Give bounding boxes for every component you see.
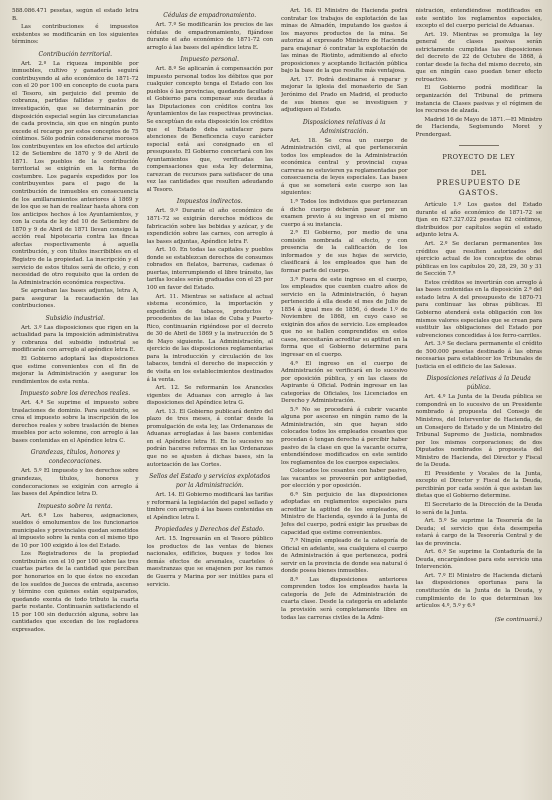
paragraph: Art. 5.º Se suprime la Tesorería de la Deuda; el servicio que ésta desempeña estará á cargo de la Tesorería Central y de las de provincia. [415,518,542,547]
paragraph: El Gobierno podrá modificar la organización del Tribunal de primera instancia de Clases pasivas y el régimen de los recursos de alzada. [415,85,542,115]
paragraph: Artículo 1.º Los gastos del Estado durante el año económico de 1871-72 se fijan en 627.327.022 pesetas 82 céntimos, distribuidos por capítulos según el estado adjunto letra A. [415,202,542,239]
paragraph: Art. 3.º Las disposiciones que rigen en la actualidad para la imposición administrativa y cobranza del subsidio industrial se modificarán con arreglo al apéndice letra E. [12,324,139,354]
paragraph: Art. 9.º Durante el año económico de 1871-72 se exigirán derechos módicos de fabricación sobre las bebidas y azúcar, y de expendición sobre las carnes, con arreglo á las bases adjuntas, Apéndice letra F. [146,208,273,245]
paragraph: Art. 14. El Gobierno modificará las tarifas y reformará la legislación del papel sellado y timbre con arreglo á las bases contenidas en el Apéndice letra I. [146,492,273,521]
paragraph: Art. 15. Ingresarán en el Tesoro público los productos de las ventas de bienes nacionales, edificios, buques y todos los demás efectos de arsenales, cuarteles ó maestranzas que se enajenen por los ramos de Guerra y Marina por ser inútiles para el servicio. [146,536,273,588]
section-heading: Impuesto sobre los derechos reales. [20,390,131,398]
paragraph: Art. 2.º La riqueza imponible por inmuebles, cultivo y ganadería seguirá contribuyendo al año económico de 1871-72 con el 20 por 100 en concepto de cuota para el Tesoro, sin perjuicio del premio de cobranza, partidas fallidas y gastos de investigación, que se determinarán por disposición especial según las circunstancias de cada provincia, sin que en ningún punto excede el recargo por estos conceptos de 75 céntimos. Sólo podrán considerarse morosos los contribuyentes en los efectos del artículo 12 de Setiembre de 1870 y 9 de Abril de 1871. Los pueblos de la contribución territorial se exigirán en la forma de costumbre. Los pagarés expedidos por los contribuyentes para el pago de la contribución de inmuebles en consecuencia de los amillaramientos anteriores á 1869 y de los que se han de realizar hasta ahora con los anticipos hechos á los Ayuntamientos, y con la cuota de ley del 10 de Setiembre de 1870 y 9 de Abril de 1871 llevan consigo la acción real hipotecaria contra las fincas afectas respectivamente á aquella contribución, y con títulos inscribibles en el Registro de la propiedad. La inscripción y el servicio de estos títulos será de oficio, y con necesidad de otro requisito que la orden de la Administración económica respectiva. [12,60,139,286]
paragraph: Art. 2.º Se declaran permanentes los créditos que resulten autorizados del ejercicio actual de los conceptos de obras públicas en los capítulos 20, 28, 29, 30 y 31 de Sección 7.ª [415,241,542,278]
continuation-note: (Se continuará.) [494,616,542,623]
paragraph: Art. 4.º La Junta de la Deuda pública se compondrá en lo sucesivo de un Presidente nombrado á propuesta del Consejo de Ministros, del Interventor de Hacienda, de un Consejero de Estado y de un Ministro del Tribunal Supremo de Justicia, nombrados por los mismos corporaciones; de dos Diputados nombrados á propuesta del Ministro de Hacienda, del Director y Fiscal de la Deuda. [415,394,542,469]
paragraph: 6.ª Sin perjuicio de las disposiciones adoptadas en reglamentos especiales para acreditar la aptitud de los empleados, el Ministro de Hacienda, oyendo á la Junta de Jefes del cuerpo, podrá exigir las pruebas de capacidad que estime convenientes. [281,491,408,536]
paragraph: Art. 6.º Los haberes, asignaciones, sueldos ó emolumentos de los funcionarios municipales y provinciales quedan sometidos al impuesto sobre la renta con el mismo tipo de 10 por 100 exigido á los del Estado. [12,512,139,549]
paragraph: Art. 8.º Se aplicarán á compensación por impuesto personal todos los débitos que por cualquier concepto tenga el Estado con los pueblos ó las provincias, quedando facultado el Gobierno para compensar sus deudas á las Diputaciones con créditos contra los Ayuntamientos de las respectivas provincias. Se exceptúan de esta disposición los créditos que el Estado deba satisfacer para atenciones de Beneficencia cuyo carácter especial está así consignado en el presupuesto. El Gobierno concertará con los Ayuntamientos que, verificadas las compensaciones que esta ley determina, carezcan de recursos para satisfacer de una vez las cantidades que resulten adeudando al Tesoro. [146,66,273,193]
paragraph: 2.ª El Gobierno, por medio de una comisión nombrada al efecto, y con presencia de la calificación de los informados y de sus hojas de servicio, clasificará á los empleados que han de formar parte del cuerpo. [281,230,408,274]
paragraph: 4.ª El ingreso en el cuerpo de Administración se verificará en lo sucesivo por oposición pública, y en las clases de Aspirante ú Oficial. Podrán ingresar en las categorías de Oficiales, los Licenciados en Derecho y Administración. [281,360,408,405]
paragraph: 7.ª Ningún empleado de la categoría de Oficial en adelante, sea cualquiera el cuerpo de Administración á que pertenezca, podrá servir en la provincia de donde sea natural ó donde posea bienes inmuebles. [281,538,408,575]
column-1 [12,8,139,794]
column-3 [281,8,408,794]
paragraph: Art. 12. Se reformarán los Aranceles vigentes de Aduanas con arreglo á las disposiciones del Apéndice letra G. [146,385,273,407]
paragraph: 1.ª Todos los individuos que pertenezcan á dicho cuerpo deberán pasar por un examen previo á su ingreso en el mismo cuerpo á su instancia. [281,199,408,228]
paragraph: Las contribuciones é impuestos existentes se modificarán en los siguientes términos: [12,24,139,46]
paragraph: 588.086.471 pesetas, según el estado letra B. [12,8,139,22]
paragraph: 5.ª No se procederá á cubrir vacante alguna por ascenso en ningún ramo de la Administración, sin que hayan sido colocados todos los empleados cesantes que procedan ó tengan derecho á percibir haber pasivo de la clase en que la vacante ocurra, entendiéndose modificados en este sentido los reglamentos de los cuerpos especiales. [281,406,408,466]
paragraph: Art. 7.º Se modificarán los precios de las cédulas de empadronamiento, fijándose durante el año económico de 1871-72 con arreglo á las bases del apéndice letra E. [146,22,273,51]
section-heading: Propiedades y Derechos del Estado. [155,526,265,534]
section-heading: Impuestos indirectos. [176,198,243,206]
paragraph: Art. 17. Podrá destinarse á reparar y mejorar la iglesia del monasterio de San Jerónimo del Prado en Madrid, el producto de sus bienes que se investiguen y adjudiquen al Estado. [281,76,408,114]
section-heading: Disposiciones relativas á la Deuda pública. [426,375,531,392]
paragraph: El Secretario de la Dirección de la Deuda lo será de la Junta. [415,501,542,516]
paragraph: Art. 11. Mientras se satisface al actual sistema económico, la importación y expedición de tabacos, productos y procedentes de las islas de Cuba y Puerto-Rico, continuarán rigiéndose por el decreto de 30 de Abril de 1869 y la instrucción de 5 de Mayo siguiente. La Administración, al ejercicio de las disposiciones reglamentarias para la introducción y circulación de los tabacos, tendrá el derecho de inspección y de visita en los establecimientos destinados á la venta. [146,293,273,383]
paragraph: Art. 19. Mientras se promulga la ley general de clases pasivas serán estrictamente cumplidas las disposiciones del decreto de 22 de Octubre de 1868, á contar desde la fecha del mismo decreto, sin que en ningún caso puedan tener efecto retroactivo. [415,31,542,83]
column-4 [416,8,543,794]
section-heading: Contribución territorial. [38,50,112,58]
document-title: PROYECTO DE LEY [442,153,516,162]
paragraph: Art. 5.º El impuesto y los derechos sobre grandezas, títulos, honores y condecoraciones se exigirán con arreglo á las bases del Apéndice letra D. [12,468,139,498]
section-heading: Impuesto sobre la renta. [37,502,113,510]
column-2 [147,8,274,794]
document-title-main: PRESUPUESTO DE GASTOS. [436,178,522,198]
paragraph: Art. 3.º Se declara permanente el crédito de 500.000 pesetas destinado á las obras necesarias para establecer los Tribunales de Justicia en el edificio de las Salesas. [415,341,542,370]
paragraph: Art. 10. En todas las capitales y pueblos donde se establezcan derechos de consumos cobrados en fielatos, barreras, cadenas ó puertas, interrumpiendo el libre tránsito, las tarifas locales serán graduadas con el 25 por 100 en favor del Estado. [146,247,273,291]
paragraph: 8.ª Las disposiciones anteriores comprenden todos los empleados hasta la categoría de Jefe de Administración de cuarta clase. Desde la categoría en adelante la provisión será completamente libre en todas las carreras civiles de la Admi- [281,576,408,621]
section-divider [459,145,499,146]
section-heading: Disposiciones relativas á la Administración. [302,118,386,135]
paragraph: Art. 16. El Ministro de Hacienda podrá contratar los trabajos de explotación de las minas de Almadén, imputando los gastos á los mayores productos de la mina. Se autoriza al expresado Ministro de Hacienda para enajenar ó contratar la explotación de las minas de Riotinto, admitiendo al efecto proposiciones y aceptando licitación pública bajo la base de la que resulte más ventajosa. [281,8,408,75]
paragraph: Art. 7.º El Ministro de Hacienda dictará las disposiciones oportunas para la constitución de la Junta de la Deuda, y cumplimiento de lo que determinan los artículos 4.º, 5.º y 6.º [415,572,542,610]
paragraph: Art. 13. El Gobierno publicará dentro del plazo de tres meses, á contar desde la promulgación de esta ley, las Ordenanzas de Aduanas arregladas á las bases contenidas en el Apéndice letra H. En lo sucesivo no podrán hacerse reformas en las Ordenanzas que no se ajusten á dichas bases, sin la autorización de las Cortes. [146,408,273,468]
paragraph: 3.ª Fuera de este ingreso en el cuerpo, los empleados que cuenten cuatro años de servicio en la Administración, ó hayan pertenecido á ella desde el mes de Julio de 1854 á igual mes de 1856, ó desde 1.º de Noviembre de 1868, en cuyo caso se exigirán dos años de servicio. Los empleados que no se hallen comprendidos en estos casos, necesitarán acreditar su aptitud en la forma que el Gobierno determine para ingresar en el cuerpo. [281,276,408,358]
document-title: DEL [470,169,487,178]
paragraph: El Presidente y Vocales de la Junta, excepto el Director y Fiscal de la Deuda, percibirán por cada sesión á que asistan las dietas que el Gobierno determine. [415,470,542,500]
paragraph: Los Registradores de la propiedad contribuirán con el 10 por 100 sobre las tres cuartas partes de la cantidad que perciban por honorarios en lo que éstos no excedan de los sueldos de Jueces de entrada, ascenso y término con quienes están equiparados, quedando exenta de todo tributo la cuarta parte restante. Continuarán satisfaciendo el 15 por 100 sin deducción alguna, sobre las cantidades que excedan de los regladores expresados. [12,551,139,633]
paragraph: Se aprueban las bases adjuntas, letra A, para asegurar la recaudación de las contribuciones. [12,288,139,310]
paragraph: Colocados los cesantes con haber pasivo, las vacantes se proveerán por antigüedad, por elección y por oposición. [281,468,408,490]
paragraph: El Gobierno adoptará las disposiciones que estime convenientes con el fin de mejorar la Administración y asegurar los rendimientos de esta renta. [12,355,139,385]
paragraph: Madrid 16 de Mayo de 1871.—El Ministro de Hacienda, Segismundo Moret y Prendergast. [415,116,542,138]
paragraph: Art. 18. Se crea un cuerpo de Administración civil, al que pertenecerán todos los empleados de la Administración económica central y provincial cuyas carreras no estuvieren ya reglamentadas por consecuencia de leyes especiales. Las bases á que se someterá este cuerpo son las siguientes: [281,137,408,197]
paragraph: Art. 6.º Se suprime la Contaduría de la Deuda, encargándose para este servicio una Intervención. [415,549,542,571]
paragraph: Estos créditos se invertirán con arreglo á las bases contenidas en la disposición 2.ª del estado letra A del presupuesto de 1870-71 para continuar las obras públicas. El Gobierno atenderá esta obligación con los mismos valores especiales que se crean para sustituir las obligaciones del Estado por subvenciones concedidas á los ferro-carriles. [415,279,542,339]
section-heading: Sellos del Estado y servicios explotados por la Administración. [149,473,271,490]
section-heading: Subsidio industrial. [45,314,105,322]
paragraph: nistración, entendiéndose modificados en este sentido los reglamentos especiales, excepto el del cuerpo pericial de Aduanas. [415,8,542,30]
paragraph: Art. 4.º Se suprime el impuesto sobre traslaciones de dominio. Para sustituirlo, se crea el impuesto sobre la inscripción de los derechos reales y sobre traslación de bienes muebles por acto solemne, con arreglo á las bases contenidas en el Apéndice letra C. [12,400,139,444]
section-heading: Grandezas, títulos, honores y condecoraciones. [30,449,120,466]
section-heading: Impuesto personal. [180,56,240,64]
section-heading: Cédulas de empadronamiento. [163,12,257,19]
